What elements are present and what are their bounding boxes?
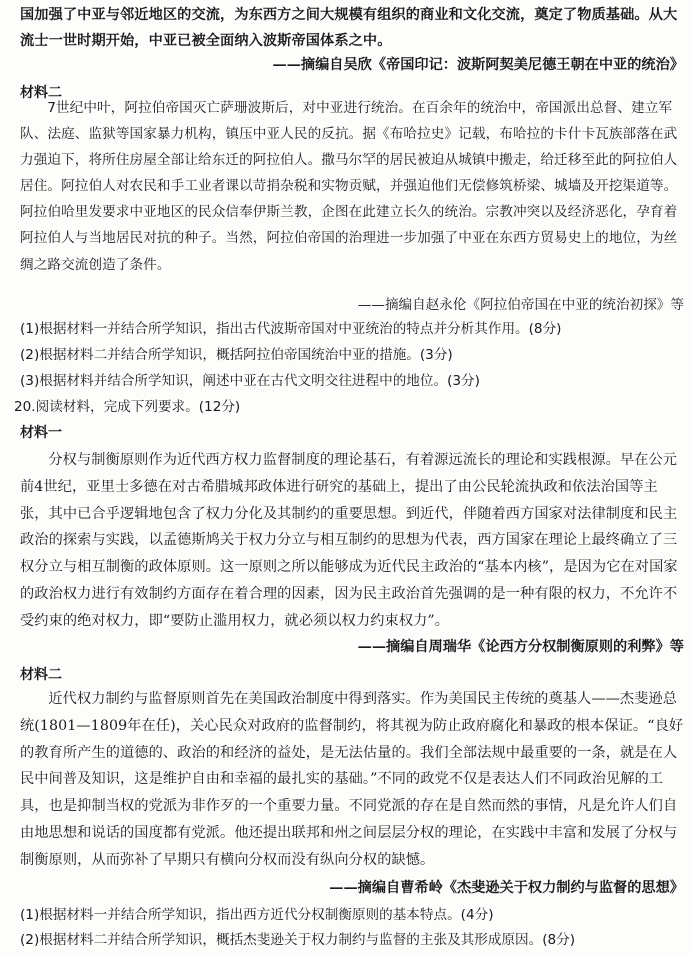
q20-material-2-text: 近代权力制约与监督原则首先在美国政治制度中得到落实。作为美国民主传统的奠基人——杰斐逊总统(1801—1809年在任)，关心民众对政府的监督制约，将其视为防止政府腐化和暴政的根本保证。“良好的教育所产生的道德的、政治的和经济的益处，是无法估量的。我们全部法规中最重要的一条，就是在人民中间普及知识，这是维护自由和幸福的最扎实的基础。”不同的政党不仅是表达人们不同政治见解的工具，也是抑制当权的党派为非作歹的一个重要力量。不同党派的存在是自然而然的事情，凡是允许人们自由地思想和说话的国度都有党派。他还提出联邦和州之间层层分权的理论，在实践中丰富和发展了分权与制衡原则，从而弥补了早期只有横向分权而没有纵向分权的缺憾。 <box>20 691 684 868</box>
top-paragraph: 国加强了中亚与邻近地区的交流，为东西方之间大规模有组织的商业和文化交流，奠定了物质基础。从大流士一世时期开始，中亚已被全面纳入波斯帝国体系之中。 <box>20 7 678 49</box>
q19-material-2-source: ——摘编自赵永伦《阿拉伯帝国在中亚的统治初探》等 <box>357 297 684 313</box>
q19-material-2-heading: 材料二 <box>20 85 62 101</box>
q20-material-2-heading: 材料二 <box>20 667 62 683</box>
q19-question-3: (3)根据材料并结合所学知识，阐述中亚在古代文明交往进程中的地位。(3分) <box>20 373 480 389</box>
q20-material-2-source: ——摘编自曹希岭《杰斐逊关于权力制约与监督的思想》 <box>329 880 684 896</box>
q20-material-1-text: 分权与制衡原则作为近代西方权力监督制度的理论基石，有着源远流长的理论和实践根源。早在公元前4世纪，亚里士多德在对古希腊城邦政体进行研究的基础上，提出了由公民轮流执政和依法治国等主张，其中已合乎逻辑地包含了权力分化及其制约的重要思想。到近代，伴随着西方国家对法律制度和民主政治的探索与实践，以孟德斯鸠关于权力分立与相互制约的思想为代表，西方国家在理论上最终确立了三权分立与相互制衡的政体原则。这一原则之所以能够成为近代民主政治的“基本内核”，是因为它在对国家的政治权力进行有效制约方面存在着合理的因素，因为民主政治首先强调的是一种有限的权力，不允许不受约束的绝对权力，即“要防止滥用权力，就必须以权力约束权力”。 <box>20 452 678 629</box>
q19-question-1: (1)根据材料一并结合所学知识，指出古代波斯帝国对中亚统治的特点并分析其作用。(8分) <box>20 321 562 337</box>
top-source: ——摘编自吴欣《帝国印记：波斯阿契美尼德王朝在中亚的统治》 <box>272 57 684 73</box>
q20-material-1-heading: 材料一 <box>20 425 62 441</box>
q20-question-2: (2)根据材料二并结合所学知识，概括杰斐逊关于权力制约与监督的主张及其形成原因。(8分) <box>20 932 576 948</box>
q19-question-2: (2)根据材料二并结合所学知识，概括阿拉伯帝国统治中亚的措施。(3分) <box>20 347 453 363</box>
q20-question-1: (1)根据材料一并结合所学知识，指出西方近代分权制衡原则的基本特点。(4分) <box>20 907 494 923</box>
q20-material-1-source: ——摘编自周瑞华《论西方分权制衡原则的利弊》等 <box>357 639 684 655</box>
q19-material-2-text: 7世纪中叶，阿拉伯帝国灭亡萨珊波斯后，对中亚进行统治。在百余年的统治中，帝国派出总督、建立军队、法庭、监狱等国家暴力机构，镇压中亚人民的反抗。据《布哈拉史》记载，布哈拉的卡什卡瓦族部落在武力强迫下，将所住房屋全部让给东迁的阿拉伯人。撒马尔罕的居民被迫从城镇中搬走，给迁移至此的阿拉伯人居住。阿拉伯人对农民和手工业者课以苛捐杂税和实物贡赋，并强迫他们无偿修筑桥梁、城墙及开挖渠道等。阿拉伯哈里发要求中亚地区的民众信奉伊斯兰教，企图在此建立长久的统治。宗教冲突以及经济恶化，孕育着阿拉伯人与当地居民对抗的种子。当然，阿拉伯帝国的治理进一步加强了中亚在东西方贸易史上的地位，为丝绸之路交流创造了条件。 <box>20 100 678 273</box>
q20-title: 20.阅读材料，完成下列要求。(12分) <box>14 399 241 415</box>
